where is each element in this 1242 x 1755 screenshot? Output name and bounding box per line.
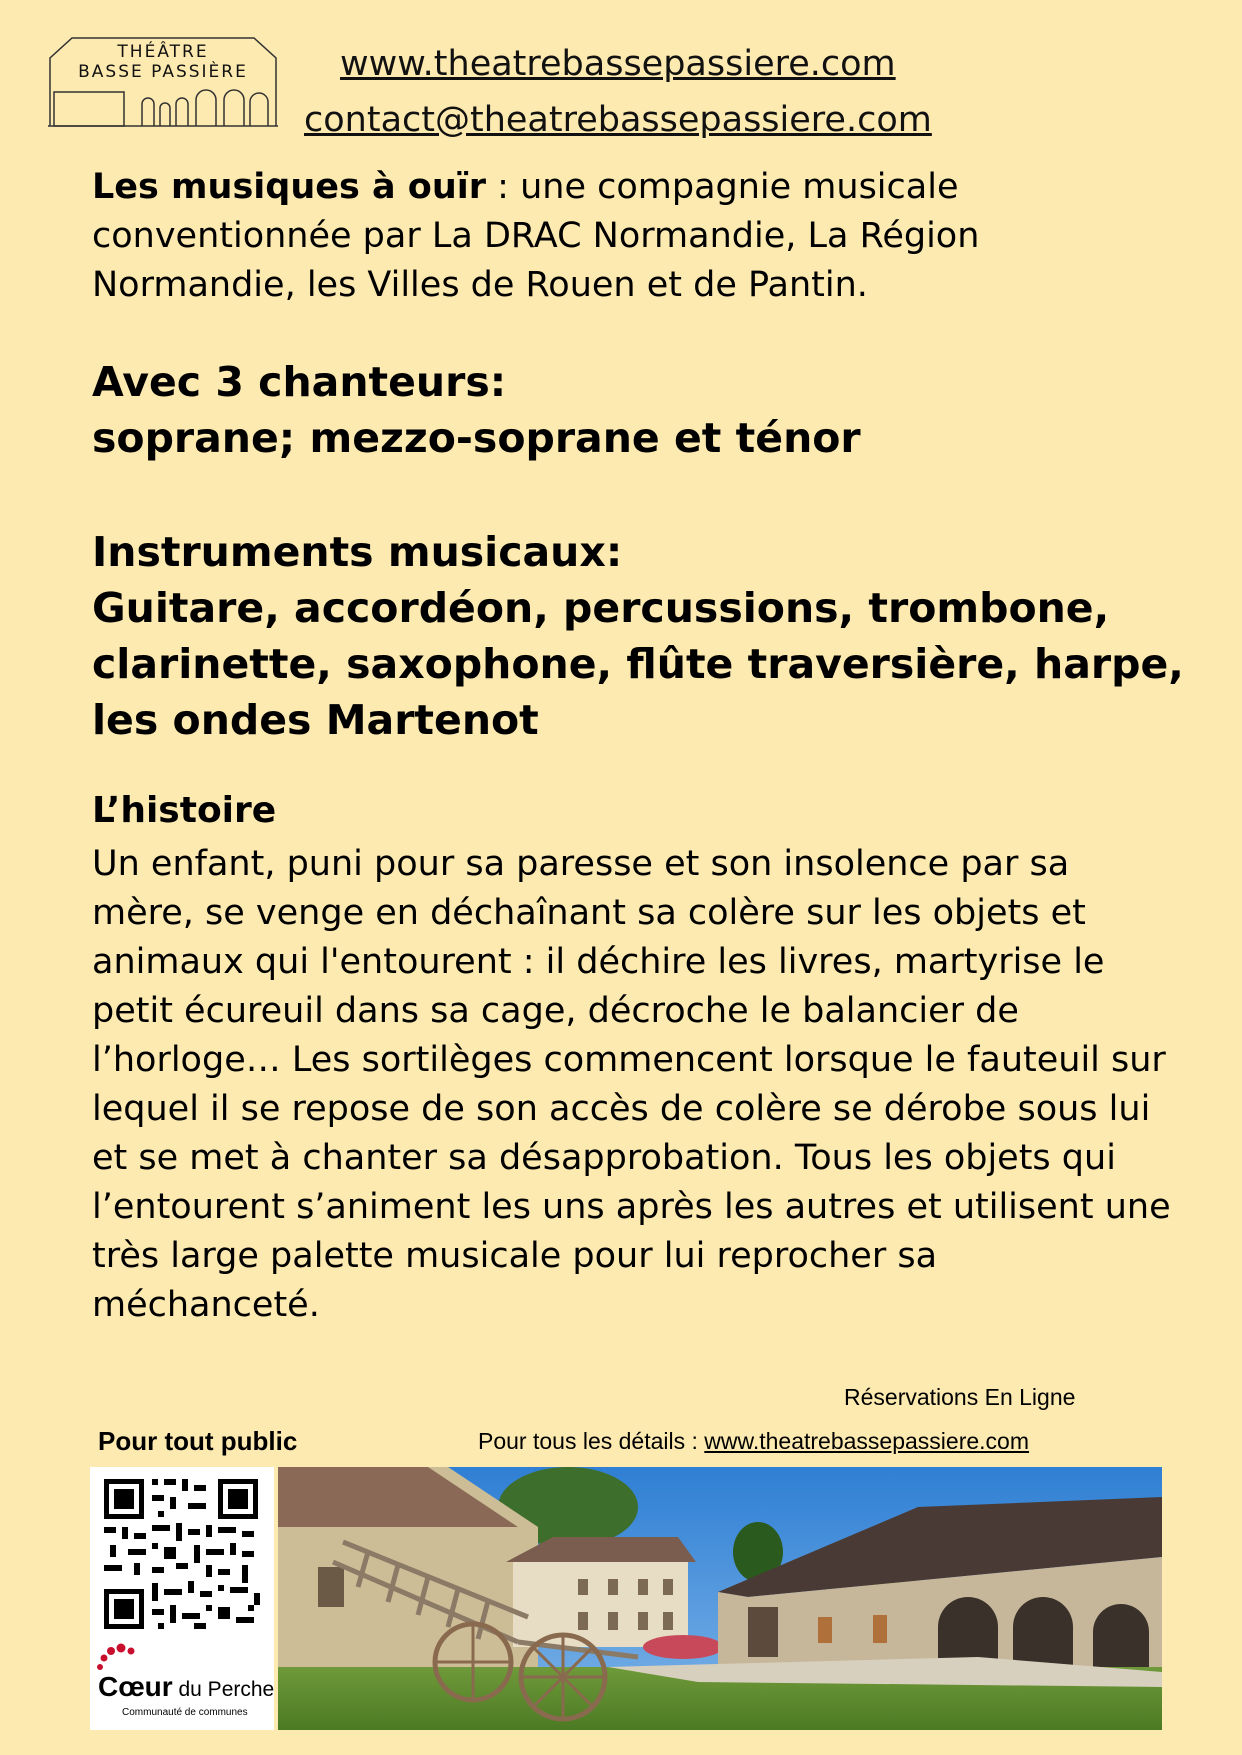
company-name: Les musiques à ouïr	[92, 167, 487, 207]
instruments-list: Guitare, accordéon, percussions, trombone, clarinette, saxophone, flûte traversière, harpe, les ondes Martenot	[92, 584, 1184, 744]
logo-line-2: BASSE PASSIÈRE	[78, 62, 248, 82]
singers-heading: Avec 3 chanteurs:	[92, 358, 507, 406]
qr-and-partner-panel	[90, 1467, 274, 1730]
logo-line-1: THÉÂTRE	[117, 42, 209, 62]
details-line	[478, 1428, 1029, 1455]
company-description: une compagnie musicale conventionnée par La DRAC Normandie, La Région Normandie, les Villes de Rouen et de Pantin.	[92, 167, 980, 305]
website-link[interactable]: www.theatrebassepassiere.com	[340, 44, 896, 84]
partner-name-rest: du Perche	[172, 1678, 275, 1701]
instruments-heading: Instruments musicaux:	[92, 528, 623, 576]
details-link[interactable]: www.theatrebassepassiere.com	[704, 1428, 1030, 1454]
venue-photo	[278, 1467, 1162, 1730]
instruments-block	[92, 524, 1202, 748]
audience-text: Pour tout public	[98, 1426, 298, 1456]
reservations-text: Réservations En Ligne	[844, 1384, 1076, 1410]
partner-name-bold: Cœur	[98, 1671, 173, 1702]
details-label: Pour tous les détails :	[478, 1428, 705, 1454]
email-link[interactable]: contact@theatrebassepassiere.com	[304, 100, 932, 140]
partner-subtitle: Communauté de communes	[122, 1707, 248, 1718]
intro-paragraph	[92, 163, 1182, 310]
theatre-logo	[48, 36, 278, 128]
qr-code-icon[interactable]	[90, 1467, 274, 1637]
venue-photo-illustration	[278, 1467, 1162, 1730]
story-text: Un enfant, puni pour sa paresse et son insolence par sa mère, se venge en déchaînant sa colère sur les objets et animaux qui l'entourent : il déchire les livres, martyrise le petit écureuil dans sa cage, décroche le balancier de l’horloge… Les sortilèges commencent lorsque le fauteuil sur lequel il se repose de son accès de colère se dérobe sous lui et se met à chanter sa désapprobation. Tous les objets qui l’entourent s’animent les uns après les autres et utilisent une très large palette musicale pour lui reprocher sa méchanceté.	[92, 844, 1171, 1325]
story-title: L’histoire	[92, 790, 277, 831]
intro-separator: :	[486, 167, 521, 207]
partner-name	[98, 1671, 274, 1703]
singers-voices: soprane; mezzo-soprane et ténor	[92, 414, 861, 462]
logo-text	[48, 42, 278, 82]
singers-block	[92, 354, 1202, 466]
